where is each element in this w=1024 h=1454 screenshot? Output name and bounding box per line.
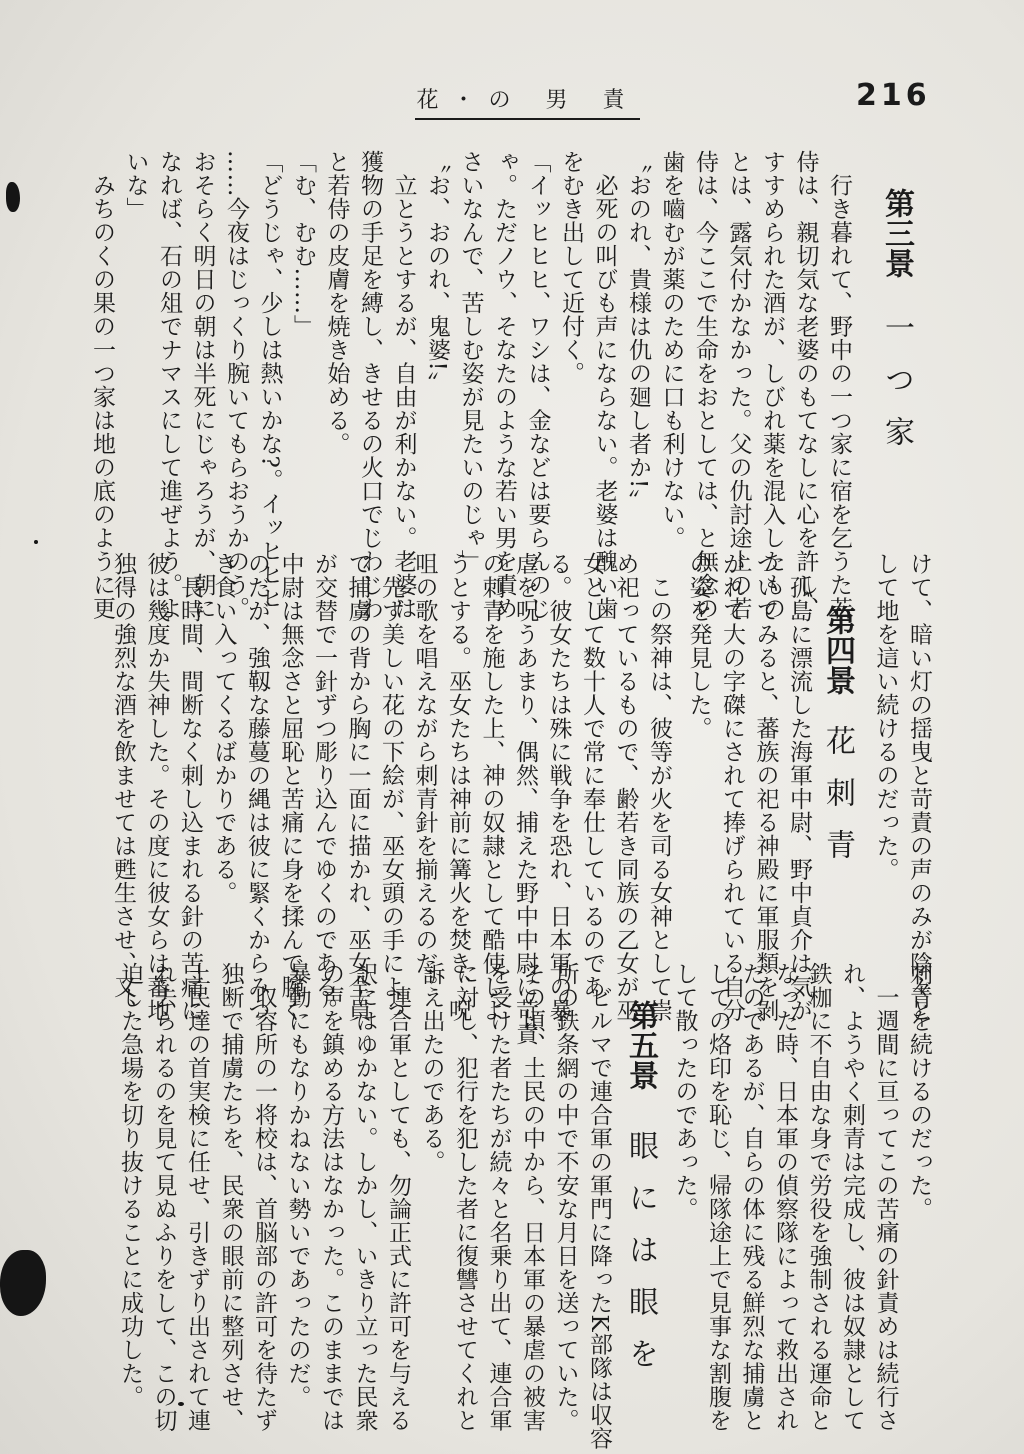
scene5-body-text: ビルマで連合軍の軍門に降ったK部隊は収容 所の鉄条網の中で不安な月日を送っていた。 その頃、土民の中から、日本軍の暴虐の被害 を受けた者たちが続々と名乗り出て、連合軍 に対し、犯行を犯した者に復讐させてくれと 訴え出たのである。 連合軍としても、勿論正式に許可を与える 訳にはゆかない。しかし、いきり立った民衆 の声を鎮める方法はなかった。このままでは 暴動にもなりかねない勢いであったのだ。 収容所の一将校は、首脳部の許可を待たず 独断で捕虜たちを、民衆の眼前に整列させ、 土民達の首実検に任せ、引きずり出されて連 れ去られるのを見て見ぬふりをして、この切 迫した急場を切り抜けることに成功した。 — [117, 962, 612, 1450]
scene3-carry-over-text: けて、暗い灯の揺曳と苛責の声のみが陰々と して地を這い続けるのだった。 — [872, 552, 932, 1022]
scene5-heading-number: 第五景 — [623, 1000, 658, 1090]
scene4-heading-title: 花刺青 — [820, 725, 855, 881]
scene4-heading-number: 第四景 — [820, 605, 855, 695]
scene4-carry-over-text: 刺青を続けるのだった。 一週間に亘ってこの苦痛の針責めは続行さ れ、ようやく刺青は完成し、彼は奴隷として 鉄枷に不自由な身で労役を強制される運命と なった時、日本軍の偵察隊によって救出され たのであるが、自らの体に残る鮮烈な捕虜と しての烙印を恥じ、帰隊途上で見事な割腹を して散ったのであった。 — [671, 962, 932, 1432]
page-number: 216 — [856, 78, 931, 113]
ink-dot — [178, 1402, 184, 1406]
ink-speck — [6, 182, 20, 212]
scene3-body-text: 行き暮れて、野中の一つ家に宿を乞うた若 侍は、親切気な老婆のもてなしに心を許し、 すすめられた酒が、しびれ薬を混入したもの とは、露気付かなかった。父の仇討途上の若 侍は、今ここで生命をおとしては、と無念の 歯を嚙むが薬のために口も利けない。 〝おのれ、貴様は仇の廻し者か!〟 必死の叫びも声にならない。老婆は醜い歯 をむき出して近付く。 「イッヒヒヒ、ワシは、金などは要らんのじ ゃ。ただノウ、そなたのような若い男を責め さいなんで、苦しむ姿が見たいのじゃ」 〝お、おのれ、鬼婆!〟 立とうとするが、自由が利かない。老婆は 獲物の手足を縛し、きせるの火口でじわじわ と若侍の皮膚を焼き始める。 「む、むむ……」 「どうじゃ、少しは熱いかな?。イッヒヒヒ ……今夜はじっくり腕いてもらおうかのう。 おそらく明日の朝は半死にじゃろうが、朝に なれば、石の俎でナマスにして進ぜよう。よ いな」 みちのくの果の一つ家は地の底のように更 — [89, 150, 852, 620]
scene5-heading-title: 眼には眼を — [623, 1130, 658, 1390]
running-header-title: 花・の 男 責 — [415, 83, 640, 120]
ink-blot — [0, 1250, 46, 1316]
scene4-intro-text: 孤島に漂流した海軍中尉、野中貞介は気が ついてみると、蕃族の祀る神殿に軍服類を剝 がれて大の字磔にされて捧げられている自分 の姿を発見した。 — [685, 552, 812, 1022]
ink-dot — [34, 540, 38, 544]
scene3-heading-number: 第三景 — [879, 188, 914, 278]
scene4-body-text: この祭神は、彼等が火を司る女神として崇 め祀っているもので、齢若き同族の乙女が巫 女として数十人で常に奉仕しているのであ る。彼女たちは殊に戦争を恐れ、日本軍の暴 虐を呪うあまり、偶然、捕えた野中中尉に苛責 の刺青を施した上、神の奴隷として酷使しよ うとする。巫女たちは神前に篝火を焚き、呪 咀の歌を唱えながら刺青針を揃えるのだ。 先ず美しい花の下絵が、巫女頭の手によっ て捕虜の背から胸に一面に描かれ、巫女全員 が交替で一針ずつ彫り込んでゆくのである。 中尉は無念さと屈恥と苦痛に身を揉んで腕く のだが、強靱な藤蔓の縄は彼に緊くからみつ き食い入ってくるばかりである。 長時間、間断なく刺し込まれる針の苦痛に 彼は幾度か失神した。その度に彼女らは蕃地 独得の強烈な酒を飲ませては甦生させ、又、 — [110, 552, 672, 1046]
scene3-heading-title: 一つ家 — [879, 312, 914, 468]
